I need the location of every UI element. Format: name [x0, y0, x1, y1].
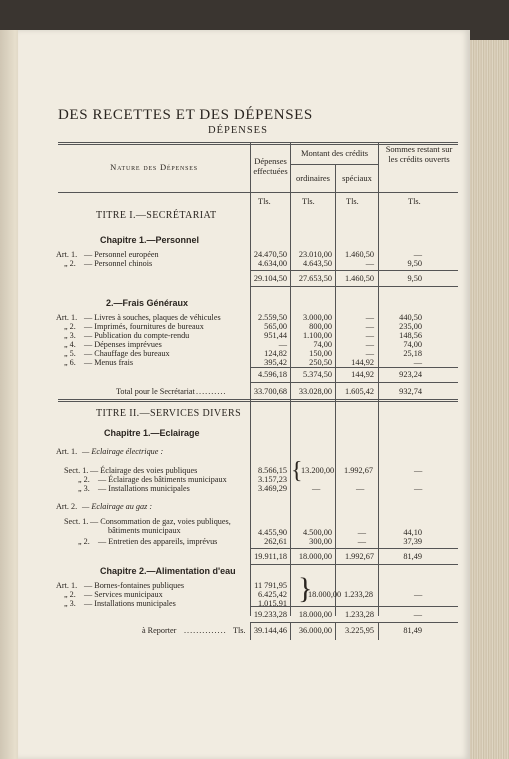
- col-header-speciaux: spéciaux: [342, 173, 372, 183]
- chapitre-2-alimentation-eau: Chapitre 2.—Alimentation d'eau: [100, 566, 236, 576]
- bracket-icon: {: [291, 458, 303, 484]
- row-label: — Services municipaux: [84, 590, 163, 599]
- row-label: — Livres à souches, plaques de véhicules: [84, 313, 221, 322]
- col-header-effectuees: Dépenses effectuées: [253, 156, 288, 176]
- section-rule-double: [58, 401, 458, 402]
- cell-effectuees: 19.233,28: [253, 610, 287, 619]
- row-art: „ 2.: [78, 537, 90, 546]
- unit-speciaux: Tls.: [346, 197, 359, 206]
- elec-ordinaires: 13.200,00: [301, 466, 335, 475]
- row-art: „ 6.: [64, 358, 76, 367]
- cell-speciaux: 1.605,42: [344, 387, 374, 396]
- cell-sommes: 25,18: [403, 349, 422, 358]
- eclairage-gaz-label: — Eclairage au gaz :: [82, 502, 153, 511]
- report-unit: Tls.: [233, 626, 246, 635]
- art-1-label: Art. 1.: [56, 447, 78, 456]
- cell-speciaux: —: [365, 340, 374, 349]
- row-art: Art. 1.: [56, 250, 78, 259]
- cell-sommes: 81,49: [403, 626, 422, 635]
- cell-effectuees: 19.911,18: [254, 552, 287, 561]
- row-label: — Menus frais: [84, 358, 134, 367]
- cell-ordinaires: 27.653,50: [298, 274, 332, 283]
- subtotal-rule: [250, 564, 458, 565]
- cell-ordinaires: 300,00: [309, 537, 332, 546]
- row-art: „ 2.: [64, 322, 76, 331]
- subtotal-rule: [250, 548, 458, 549]
- col-header-nature: Nature des Dépenses: [110, 162, 198, 172]
- chapitre-2-frais-generaux: 2.—Frais Généraux: [106, 298, 189, 308]
- row-label: — Éclairage des bâtiments municipaux: [98, 475, 227, 484]
- cell-sommes: —: [413, 250, 422, 259]
- cell-speciaux: 1.460,50: [344, 274, 374, 283]
- cell-effectuees: 124,82: [264, 349, 287, 358]
- cell-sommes: 44,10: [403, 528, 422, 537]
- cell-sommes: 235,00: [399, 322, 422, 331]
- row-label: — Entretien des appareils, imprévus: [98, 537, 218, 546]
- eau-ordinaires: 18.000,00: [308, 590, 342, 599]
- cell-speciaux: 144,92: [351, 358, 374, 367]
- bracket-icon: }: [298, 572, 313, 605]
- cell-ordinaires: 5.374,50: [302, 370, 332, 379]
- row-label: — Installations municipales: [98, 484, 190, 493]
- cell-ordinaires: 74,00: [313, 340, 332, 349]
- cell-ordinaires: 18.000,00: [298, 610, 332, 619]
- unit-effectuees: Tls.: [258, 197, 271, 206]
- titre-2-heading: TITRE II.—SERVICES DIVERS: [96, 408, 242, 419]
- dot-leader: ..............: [184, 626, 227, 635]
- cell-ordinaires: 23.010,00: [298, 250, 332, 259]
- col-divider-2-tail: [290, 622, 291, 640]
- col-header-montant: Montant des crédits: [300, 148, 369, 158]
- subtotal-rule: [250, 367, 458, 368]
- montant-subrule: [290, 164, 378, 165]
- cell-effectuees: 2.559,50: [257, 313, 287, 322]
- page-header: DES RECETTES ET DES DÉPENSES: [58, 107, 313, 123]
- cell-ordinaires: 4.643,50: [302, 259, 332, 268]
- row-label: — Imprimés, fournitures de bureaux: [84, 322, 204, 331]
- row-label: — Dépenses imprévues: [84, 340, 162, 349]
- col-divider-1-tail: [250, 622, 251, 640]
- cell-speciaux: 1.233,28: [344, 610, 374, 619]
- cell-speciaux: —: [365, 259, 374, 268]
- cell-ordinaires: 18.000,00: [298, 552, 332, 561]
- cell-sommes: 932,74: [399, 387, 422, 396]
- subtotal-rule: [250, 382, 458, 383]
- cell-sommes: 923,24: [399, 370, 422, 379]
- cell-effectuees: 6.425,42: [257, 590, 287, 599]
- unit-ordinaires: Tls.: [302, 197, 315, 206]
- col-header-ordinaires: ordinaires: [296, 173, 330, 183]
- cell-speciaux: 1.992,67: [344, 552, 374, 561]
- subtotal-rule: [250, 606, 458, 607]
- row-art: „ 3.: [64, 331, 76, 340]
- row-art: „ 5.: [64, 349, 76, 358]
- cell-effectuees: 565,00: [264, 322, 287, 331]
- cell-effectuees: 4.455,90: [257, 528, 287, 537]
- cell-effectuees: 39.144,46: [253, 626, 287, 635]
- cell-ordinaires: 250,50: [309, 358, 332, 367]
- subtotal-rule: [250, 286, 458, 287]
- row-art: „ 2.: [64, 259, 76, 268]
- cell-effectuees: 395,42: [264, 358, 287, 367]
- row-art: „ 4.: [64, 340, 76, 349]
- cell-effectuees: 29.104,50: [253, 274, 287, 283]
- cell-speciaux: 144,92: [351, 370, 374, 379]
- row-label: — Installations municipales: [84, 599, 176, 608]
- row-label: — Consommation de gaz, voies publiques,: [90, 517, 231, 526]
- chapitre-1-eclairage: Chapitre 1.—Eclairage: [104, 428, 200, 438]
- cell-sommes: 9,50: [407, 274, 422, 283]
- section-rule: [58, 399, 458, 400]
- row-label: — Personnel chinois: [84, 259, 153, 268]
- cell-effectuees: 4.634,00: [257, 259, 287, 268]
- cell-ordinaires: 4.500,00: [302, 528, 332, 537]
- cell-effectuees: 3.157,23: [257, 475, 287, 484]
- cell-ordinaires: 3.000,00: [302, 313, 332, 322]
- cell-sommes: 74,00: [403, 340, 422, 349]
- header-bottom-rule: [58, 192, 458, 193]
- dot-leader: ..........: [196, 387, 227, 396]
- cell-effectuees: —: [278, 340, 287, 349]
- cell-speciaux: —: [365, 313, 374, 322]
- eclairage-electrique-label: — Eclairage électrique :: [82, 447, 164, 456]
- elec-sommes: —: [414, 466, 423, 475]
- cell-sommes: —: [413, 358, 422, 367]
- cell-sommes: 37,39: [403, 537, 422, 546]
- cell-effectuees: 8.566,15: [257, 466, 287, 475]
- col-divider-3-tail: [335, 622, 336, 640]
- cell-speciaux: 1.460,50: [344, 250, 374, 259]
- cell-speciaux: —: [365, 331, 374, 340]
- dash-mark: —: [356, 484, 365, 493]
- cell-effectuees: 33.700,68: [253, 387, 287, 396]
- cell-effectuees: 3.469,29: [257, 484, 287, 493]
- cell-effectuees: 951,44: [264, 331, 287, 340]
- cell-speciaux: —: [365, 349, 374, 358]
- total-label: Total pour le Secrétariat: [116, 387, 195, 396]
- chapitre-1-personnel: Chapitre 1.—Personnel: [100, 235, 200, 245]
- cell-ordinaires: 800,00: [309, 322, 332, 331]
- cell-ordinaires: 1.100,00: [302, 331, 332, 340]
- book-page: [18, 30, 470, 759]
- report-label: à Reporter: [142, 626, 177, 635]
- cell-sommes: 81,49: [403, 552, 422, 561]
- subtotal-rule: [250, 270, 458, 271]
- cell-sommes: 9,50: [407, 259, 422, 268]
- row-art: „ 3.: [64, 599, 76, 608]
- col-header-sommes: Sommes restant sur les crédits ouverts: [385, 144, 453, 164]
- eau-speciaux: 1.233,28: [344, 590, 374, 599]
- col-divider-4: [378, 142, 379, 616]
- unit-sommes: Tls.: [408, 197, 421, 206]
- dash-mark: —: [414, 484, 423, 493]
- row-art: „ 2.: [78, 475, 90, 484]
- row-art: Sect. 1.: [64, 517, 89, 526]
- row-art: „ 3.: [78, 484, 90, 493]
- row-label-continued: bâtiments municipaux: [108, 526, 181, 535]
- row-art: Sect. 1.: [64, 466, 89, 475]
- row-label: — Personnel européen: [84, 250, 159, 259]
- row-art: „ 2.: [64, 590, 76, 599]
- art-2-label: Art. 2.: [56, 502, 78, 511]
- row-art: Art. 1.: [56, 313, 78, 322]
- cell-speciaux: 3.225,95: [344, 626, 374, 635]
- cell-sommes: 148,56: [399, 331, 422, 340]
- col-divider-4-tail: [378, 622, 379, 640]
- cell-effectuees: 262,61: [264, 537, 287, 546]
- cell-speciaux: —: [357, 528, 366, 537]
- dash-mark: —: [312, 484, 321, 493]
- cell-effectuees: 11 791,95: [254, 581, 287, 590]
- row-label: — Publication du compte-rendu: [84, 331, 190, 340]
- titre-1-heading: TITRE I.—SECRÉTARIAT: [96, 210, 217, 221]
- cell-ordinaires: 150,00: [309, 349, 332, 358]
- cell-sommes: —: [413, 610, 422, 619]
- cell-ordinaires: 33.028,00: [298, 387, 332, 396]
- eau-sommes: —: [414, 590, 423, 599]
- elec-speciaux: 1.992,67: [344, 466, 374, 475]
- section-heading: DÉPENSES: [208, 125, 268, 136]
- cell-speciaux: —: [365, 322, 374, 331]
- cell-speciaux: —: [357, 537, 366, 546]
- cell-sommes: 440,50: [399, 313, 422, 322]
- row-label: — Bornes-fontaines publiques: [84, 581, 185, 590]
- book-right-page-stack: [468, 40, 509, 759]
- cell-effectuees: 1.015,91: [257, 599, 287, 608]
- cell-ordinaires: 36.000,00: [298, 626, 332, 635]
- subtotal-rule: [250, 622, 458, 623]
- row-art: Art. 1.: [56, 581, 78, 590]
- row-label: — Chauffage des bureaux: [84, 349, 170, 358]
- cell-effectuees: 24.470,50: [253, 250, 287, 259]
- table-top-rule: [58, 142, 458, 143]
- row-label: — Éclairage des voies publiques: [90, 466, 198, 475]
- cell-effectuees: 4.596,18: [257, 370, 287, 379]
